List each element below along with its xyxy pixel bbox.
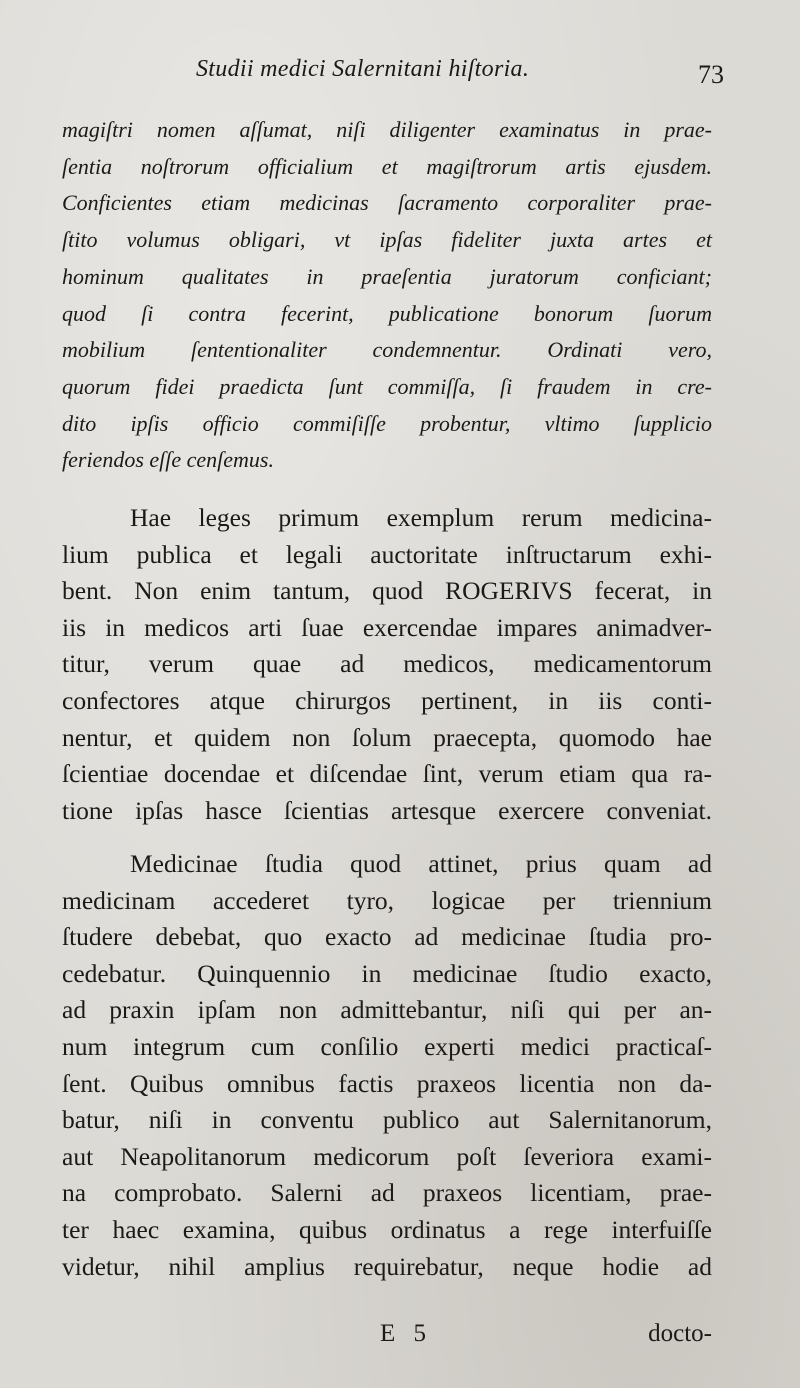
text-line: cedebatur. Quinquennio in medicinae ſtudio exacto, (62, 958, 712, 988)
text-line: ad praxin ipſam non admittebantur, niſi qui per an- (62, 995, 712, 1025)
text-line: ter haec examina, quibus ordinatus a rege interfuiſſe (62, 1214, 712, 1244)
page-number: 73 (698, 60, 724, 89)
paragraph-medicinae-studia (62, 846, 712, 1285)
text-line: tione ipſas hasce ſcientias artesque exercere conveniat. (62, 795, 712, 825)
text-line: nentur, et quidem non ſolum praecepta, quomodo hae (62, 722, 712, 752)
text-line: ſentia noſtrorum officialium et magiſtrorum artis ejusdem. (62, 153, 712, 179)
text-line: ſent. Quibus omnibus factis praxeos licentia non da- (62, 1068, 712, 1098)
text-line: Conficientes etiam medicinas ſacramento corporaliter prae- (62, 190, 712, 216)
text-line: feriendos eſſe cenſemus. (62, 447, 274, 473)
text-line: lium publica et legali auctoritate inſtructarum exhi- (62, 539, 712, 569)
text-line: num integrum cum conſilio experti medici practicaſ- (62, 1031, 712, 1061)
text-line: quorum fidei praedicta ſunt commiſſa, ſi fraudem in cre- (62, 373, 712, 399)
text-line: magiſtri nomen aſſumat, niſi diligenter examinatus in prae- (62, 117, 712, 142)
catchword: docto- (648, 1320, 712, 1347)
text-line: quod ſi contra fecerint, publicatione bonorum ſuorum (62, 300, 712, 326)
text-line: na comprobato. Salerni ad praxeos licentiam, prae- (62, 1178, 712, 1208)
text-line: ſtudere debebat, quo exacto ad medicinae ſtudia pro- (62, 922, 712, 952)
text-line: dito ipſis officio commiſiſſe probentur, vltimo ſupplicio (62, 410, 712, 436)
text-line: bent. Non enim tantum, quod ROGERIVS fecerat, in (62, 576, 712, 606)
paragraph-leges (62, 500, 712, 829)
page-footer (62, 1320, 712, 1360)
italic-quotation (62, 112, 712, 479)
text-line: medicinam accederet tyro, logicae per triennium (62, 885, 712, 915)
text-line: titur, verum quae ad medicos, medicamentorum (62, 649, 712, 679)
text-line: confectores atque chirurgos pertinent, in iis conti- (62, 685, 712, 715)
text-line: mobilium ſententionaliter condemnentur. Ordinati vero, (62, 337, 712, 363)
text-line: hominum qualitates in praeſentia juratorum conficiant; (62, 263, 712, 289)
text-line: Medicinae ſtudia quod attinet, prius quam ad (130, 849, 712, 878)
text-line: videtur, nihil amplius requirebatur, neque hodie ad (62, 1251, 712, 1281)
text-line: batur, niſi in conventu publico aut Salernitanorum, (62, 1105, 712, 1135)
text-line: ſcientiae docendae et diſcendae ſint, verum etiam qua ra- (62, 759, 712, 789)
page-header (78, 50, 724, 94)
running-title: Studii medici Salernitani hiſtoria. (196, 56, 530, 82)
text-line: Hae leges primum exemplum rerum medicina- (130, 503, 712, 532)
text-line: iis in medicos arti ſuae exercendae impares animadver- (62, 612, 712, 642)
text-line: ſtito volumus obligari, vt ipſas fideliter juxta artes et (62, 227, 712, 253)
signature-mark: E 5 (380, 1320, 433, 1347)
text-line: aut Neapolitanorum medicorum poſt ſeveriora exami- (62, 1141, 712, 1171)
